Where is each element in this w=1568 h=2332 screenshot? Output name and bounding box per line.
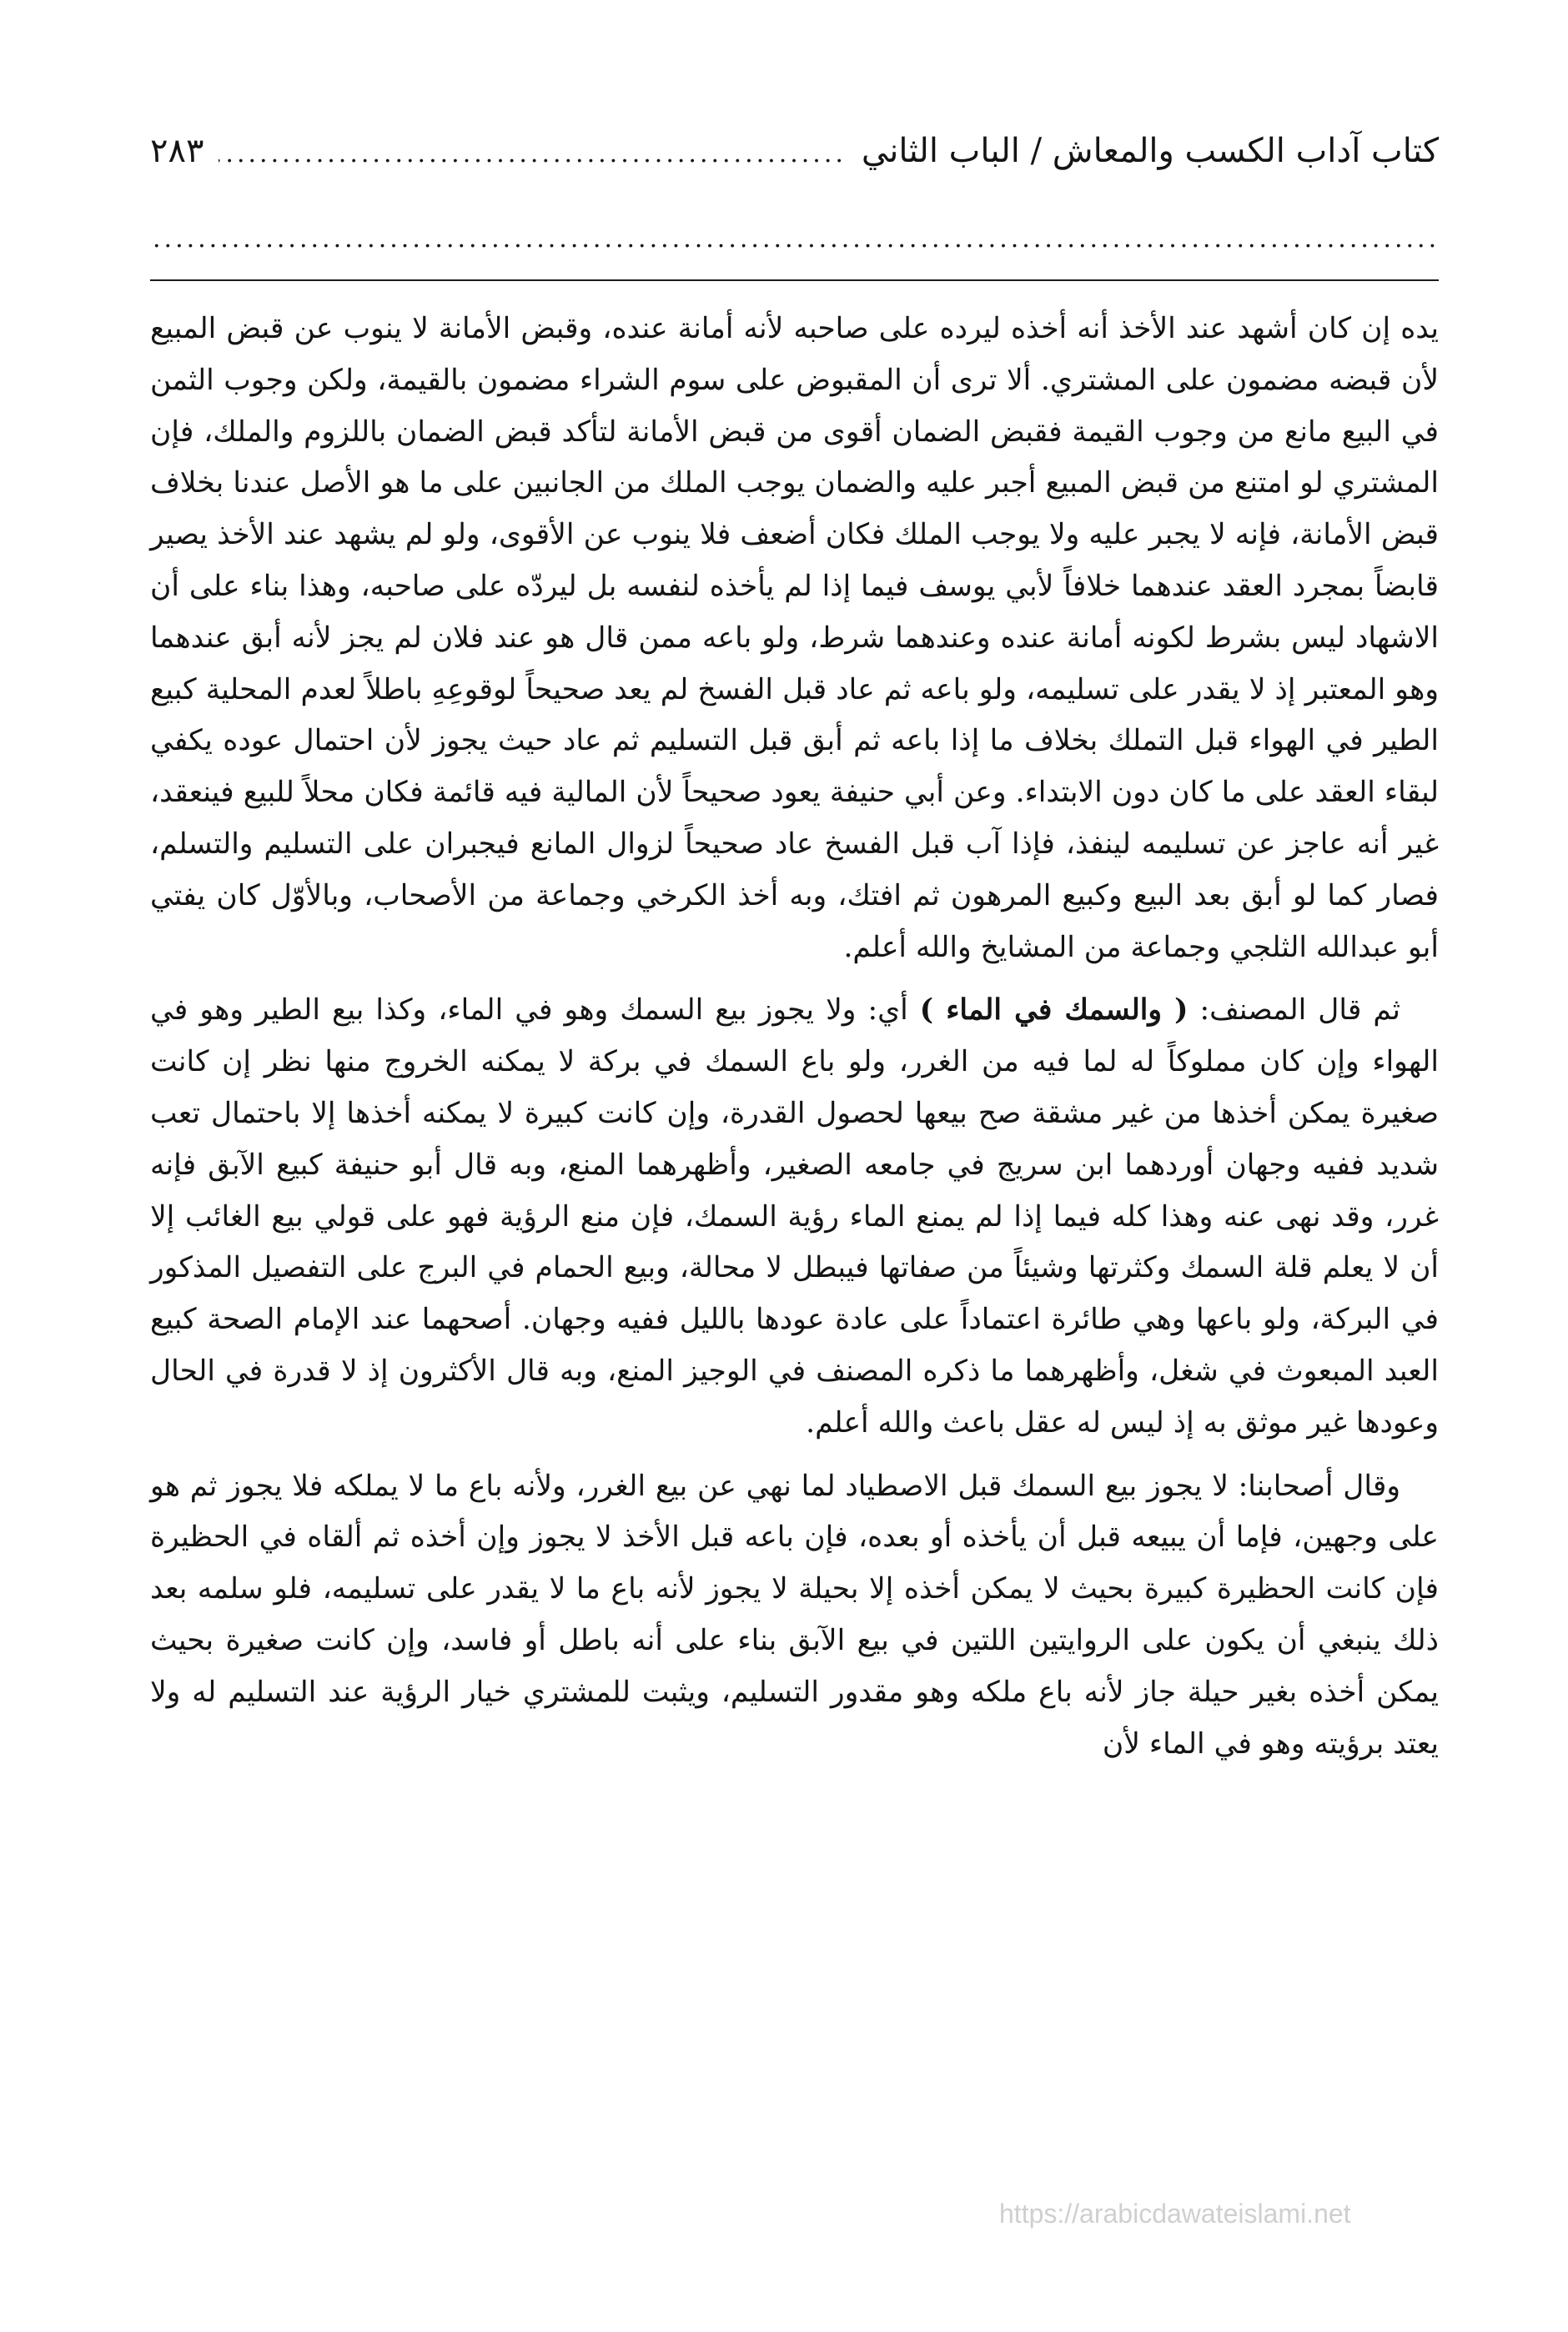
main-text	[150, 304, 1439, 1770]
matn-phrase: ( والسمك في الماء )	[919, 993, 1189, 1028]
dotted-separator	[153, 227, 1439, 252]
header-rule	[150, 279, 1439, 281]
running-header	[150, 132, 1439, 182]
paragraph-2	[150, 985, 1439, 1449]
paragraph-2-intro: ثم قال المصنف:	[1188, 993, 1400, 1028]
page-area	[150, 0, 1439, 2332]
chapter-title: كتاب آداب الكسب والمعاش / الباب الثاني	[861, 132, 1439, 170]
watermark-url: https://arabicdawateislami.net	[999, 2199, 1351, 2229]
header-dot-leader	[219, 139, 846, 168]
paragraph-1: يده إن كان أشهد عند الأخذ أنه أخذه ليرده على صاحبه لأنه أمانة عنده، وقبض الأمانة لا ينوب عن قبض المبيع لأن قبضه مضمون على المشتري. ألا ترى أن المقبوض على سوم الشراء مضمون بالقيمة، ولكن وجوب الثمن في البيع مانع من وجوب القيمة فقبض الضمان أقوى من قبض الأمانة لتأكد قبض الضمان باللزوم والملك، فإن المشتري لو امتنع من قبض المبيع أجبر عليه والضمان يوجب الملك من الجانبين على ما هو الأصل عندنا بخلاف قبض الأمانة، فإنه لا يجبر عليه ولا يوجب الملك فكان أضعف فلا ينوب عن الأقوى، ولو لم يشهد عند الأخذ يصير قابضاً بمجرد العقد عندهما خلافاً لأبي يوسف فيما إذا لم يأخذه لنفسه بل ليردّه على صاحبه، وهذا بناء على أن الاشهاد ليس بشرط لكونه أمانة عنده وعندهما شرط، ولو باعه ممن قال هو عند فلان لم يجز لأنه أبق عندهما وهو المعتبر إذ لا يقدر على تسليمه، ولو باعه ثم عاد قبل الفسخ لم يعد صحيحاً لوقوعِهِ باطلاً لعدم المحلية كبيع الطير في الهواء قبل التملك بخلاف ما إذا باعه ثم أبق قبل التسليم ثم عاد حيث يجوز لأن احتمال عوده يكفي لبقاء العقد على ما كان دون الابتداء. وعن أبي حنيفة يعود صحيحاً لأن المالية فيه قائمة فكان محلاً للبيع فينعقد، غير أنه عاجز عن تسليمه لينفذ، فإذا آب قبل الفسخ عاد صحيحاً لزوال المانع فيجبران على التسليم والتسلم، فصار كما لو أبق بعد البيع وكبيع المرهون ثم افتك، وبه أخذ الكرخي وجماعة من الأصحاب، وبالأوّل كان يفتي أبو عبدالله الثلجي وجماعة من المشايخ والله أعلم.	[150, 312, 1439, 964]
page-number: ٢٨٣	[150, 132, 204, 170]
paragraph-3: وقال أصحابنا: لا يجوز بيع السمك قبل الاصطياد لما نهي عن بيع الغرر، ولأنه باع ما لا يملكه فلا يجوز ثم هو على وجهين، فإما أن يبيعه قبل أن يأخذه أو بعده، فإن باعه قبل الأخذ لا يجوز وإن أخذه ثم ألقاه في الحظيرة فإن كانت الحظيرة كبيرة بحيث لا يمكن أخذه إلا بحيلة لا يجوز لأنه باع ما لا يقدر على تسليمه، فلو سلمه بعد ذلك ينبغي أن يكون على الروايتين اللتين في بيع الآبق بناء على أنه باطل أو فاسد، وإن كانت صغيرة بحيث يمكن أخذه بغير حيلة جاز لأنه باع ملكه وهو مقدور التسليم، ويثبت للمشتري خيار الرؤية عند التسليم له ولا يعتد برؤيته وهو في الماء لأن	[150, 1469, 1439, 1761]
paragraph-2-body: أي: ولا يجوز بيع السمك وهو في الماء، وكذا بيع الطير وهو في الهواء وإن كان مملوكاً له لما فيه من الغرر، ولو باع السمك في بركة لا يمكنه الخروج منها نظر إن كانت صغيرة يمكن أخذها من غير مشقة صح بيعها لحصول القدرة، وإن كانت كبيرة لا يمكنه أخذها إلا باحتمال تعب شديد ففيه وجهان أوردهما ابن سريج في جامعه الصغير، وأظهرهما المنع، وبه قال أبو حنيفة كبيع الآبق فإنه غرر، وقد نهى عنه وهذا كله فيما إذا لم يمنع الماء رؤية السمك، فإن منع الرؤية فهو على قولي بيع الغائب إلا أن لا يعلم قلة السمك وكثرتها وشيئاً من صفاتها فيبطل لا محالة، وبيع الحمام في البرج على التفصيل المذكور في البركة، ولو باعها وهي طائرة اعتماداً على عادة عودها بالليل ففيه وجهان. أصحهما عند الإمام الصحة كبيع العبد المبعوث في شغل، وأظهرهما ما ذكره المصنف في الوجيز المنع، وبه قال الأكثرون إذ لا قدرة في الحال وعودها غير موثق به إذ ليس له عقل باعث والله أعلم.	[150, 993, 1439, 1440]
